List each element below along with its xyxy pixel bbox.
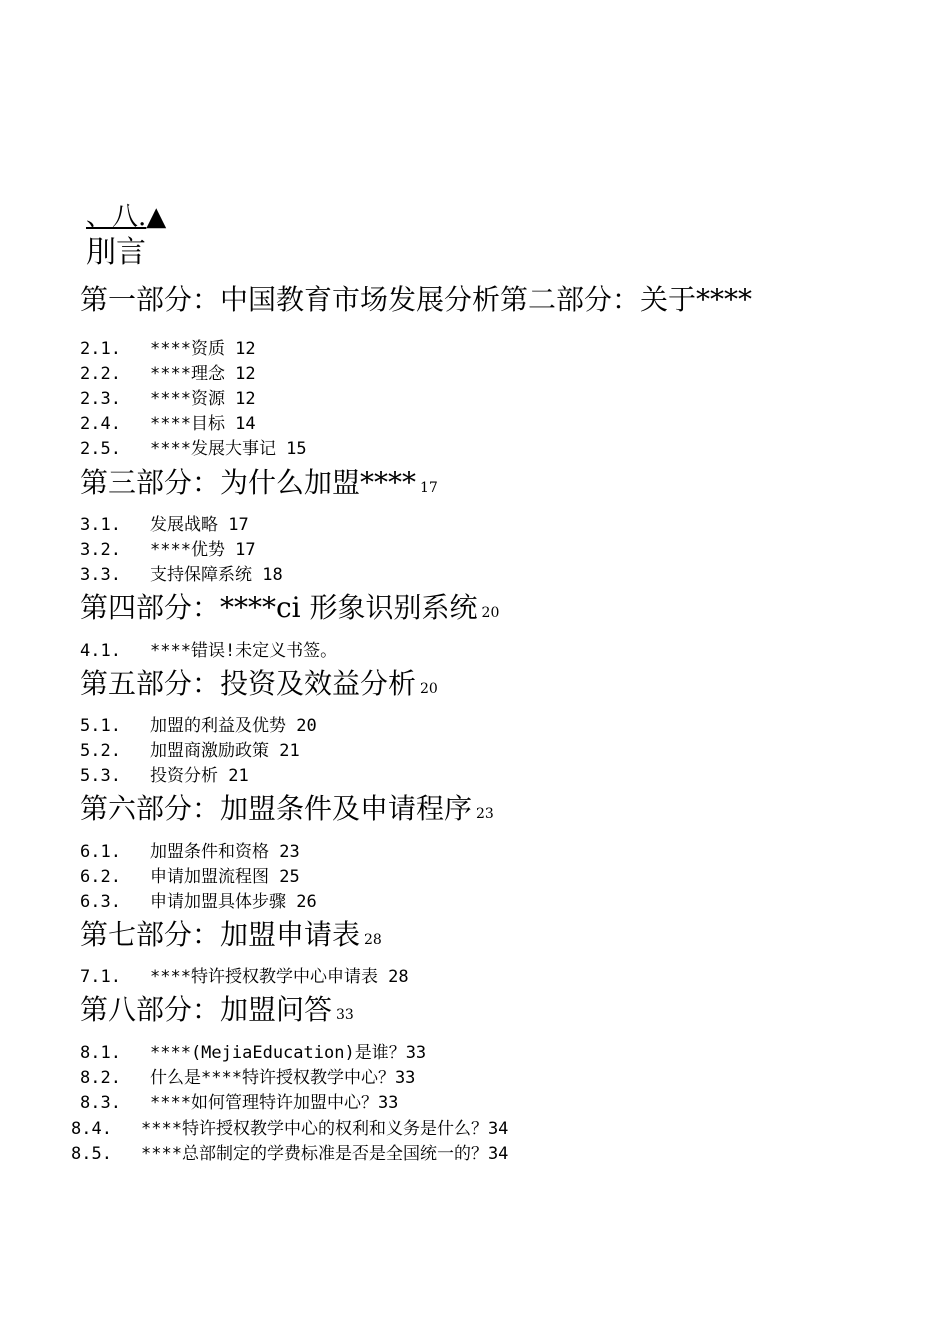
toc-entry-2-1 (80, 337, 256, 361)
header-mark (86, 200, 166, 234)
toc-entry-6-1 (80, 840, 300, 864)
toc-entry-2-5 (80, 437, 307, 461)
part-title-text: 第五部分：投资及效益分析 (80, 667, 417, 700)
toc-entry-6-3 (80, 890, 317, 914)
entry-number: 2.4. (80, 414, 121, 434)
part-title-7 (80, 917, 382, 958)
toc-entry-3-1 (80, 513, 249, 537)
part-title-5 (80, 666, 438, 707)
entry-number: 8.3. (80, 1093, 121, 1113)
part-title-text: 第四部分：****ci 形象识别系统 (80, 591, 478, 624)
entry-text: ****优势 17 (150, 540, 256, 560)
entry-text: ****错误!未定义书签。 (150, 641, 338, 661)
entry-number: 3.3. (80, 565, 121, 585)
entry-text: ****特许授权教学中心申请表 28 (150, 967, 409, 987)
entry-number: 8.5. (71, 1144, 112, 1164)
part-page-number: 20 (481, 605, 500, 621)
part-title-text: 第六部分：加盟条件及申请程序 (80, 792, 473, 825)
entry-text: 加盟的利益及优势 20 (150, 716, 317, 736)
toc-entry-2-4 (80, 412, 256, 436)
entry-text: ****发展大事记 15 (150, 439, 307, 459)
entry-number: 6.3. (80, 892, 121, 912)
triangle-icon: ▲ (146, 202, 167, 232)
part-title-1 (80, 282, 756, 323)
entry-text: 投资分析 21 (150, 766, 249, 786)
entry-number: 3.1. (80, 515, 121, 535)
entry-number: 2.1. (80, 339, 121, 359)
toc-entry-5-2 (80, 739, 300, 763)
part-title-text: 第一部分：中国教育市场发展分析第二部分：关于**** (80, 283, 753, 316)
toc-entry-8-3 (80, 1091, 398, 1115)
toc-entry-3-2 (80, 538, 256, 562)
entry-text: ****特许授权教学中心的权利和义务是什么？34 (141, 1119, 509, 1139)
toc-entry-5-3 (80, 764, 249, 788)
entry-number: 8.2. (80, 1068, 121, 1088)
header-mark-text: 、八. (86, 202, 147, 232)
entry-text: ****总部制定的学费标准是否是全国统一的？34 (141, 1144, 509, 1164)
toc-entry-3-3 (80, 563, 283, 587)
toc-entry-8-1 (80, 1041, 426, 1065)
entry-text: 加盟条件和资格 23 (150, 842, 300, 862)
entry-number: 2.2. (80, 364, 121, 384)
entry-number: 7.1. (80, 967, 121, 987)
entry-text: ****(MejiaEducation)是谁？33 (150, 1043, 427, 1063)
toc-entry-7-1 (80, 965, 409, 989)
part-title-text: 第八部分：加盟问答 (80, 993, 333, 1026)
preface-heading: 刖言 (86, 235, 146, 270)
entry-text: ****目标 14 (150, 414, 256, 434)
entry-text: ****如何管理特许加盟中心？33 (150, 1093, 399, 1113)
toc-entry-8-5 (71, 1142, 508, 1166)
part-page-number: 20 (420, 681, 438, 697)
toc-entry-4-1 (80, 639, 337, 663)
entry-number: 2.5. (80, 439, 121, 459)
part-page-number: 23 (476, 806, 494, 822)
entry-text: 什么是****特许授权教学中心？33 (150, 1068, 416, 1088)
entry-text: 支持保障系统 18 (150, 565, 283, 585)
entry-number: 5.1. (80, 716, 121, 736)
part-title-text: 第七部分：加盟申请表 (80, 918, 361, 951)
toc-entry-8-4 (71, 1117, 508, 1141)
part-title-6 (80, 791, 494, 832)
entry-number: 5.3. (80, 766, 121, 786)
entry-text: ****资质 12 (150, 339, 256, 359)
entry-number: 5.2. (80, 741, 121, 761)
entry-text: ****资源 12 (150, 389, 256, 409)
entry-number: 4.1. (80, 641, 121, 661)
part-page-number: 28 (364, 932, 382, 948)
part-title-3 (80, 465, 438, 506)
entry-number: 2.3. (80, 389, 121, 409)
entry-text: 加盟商激励政策 21 (150, 741, 300, 761)
part-page-number: 33 (336, 1007, 354, 1023)
toc-entry-5-1 (80, 714, 317, 738)
entry-number: 6.2. (80, 867, 121, 887)
part-title-text: 第三部分：为什么加盟**** (80, 466, 417, 499)
entry-number: 3.2. (80, 540, 121, 560)
toc-entry-2-3 (80, 387, 256, 411)
toc-entry-8-2 (80, 1066, 415, 1090)
entry-number: 8.4. (71, 1119, 112, 1139)
toc-entry-2-2 (80, 362, 256, 386)
part-title-8 (80, 992, 354, 1033)
part-page-number: 17 (420, 480, 438, 496)
part-title-4 (80, 590, 499, 631)
entry-number: 8.1. (80, 1043, 121, 1063)
entry-text: 申请加盟流程图 25 (150, 867, 300, 887)
entry-number: 6.1. (80, 842, 121, 862)
entry-text: ****理念 12 (150, 364, 256, 384)
entry-text: 申请加盟具体步骤 26 (150, 892, 317, 912)
entry-text: 发展战略 17 (150, 515, 249, 535)
toc-entry-6-2 (80, 865, 300, 889)
